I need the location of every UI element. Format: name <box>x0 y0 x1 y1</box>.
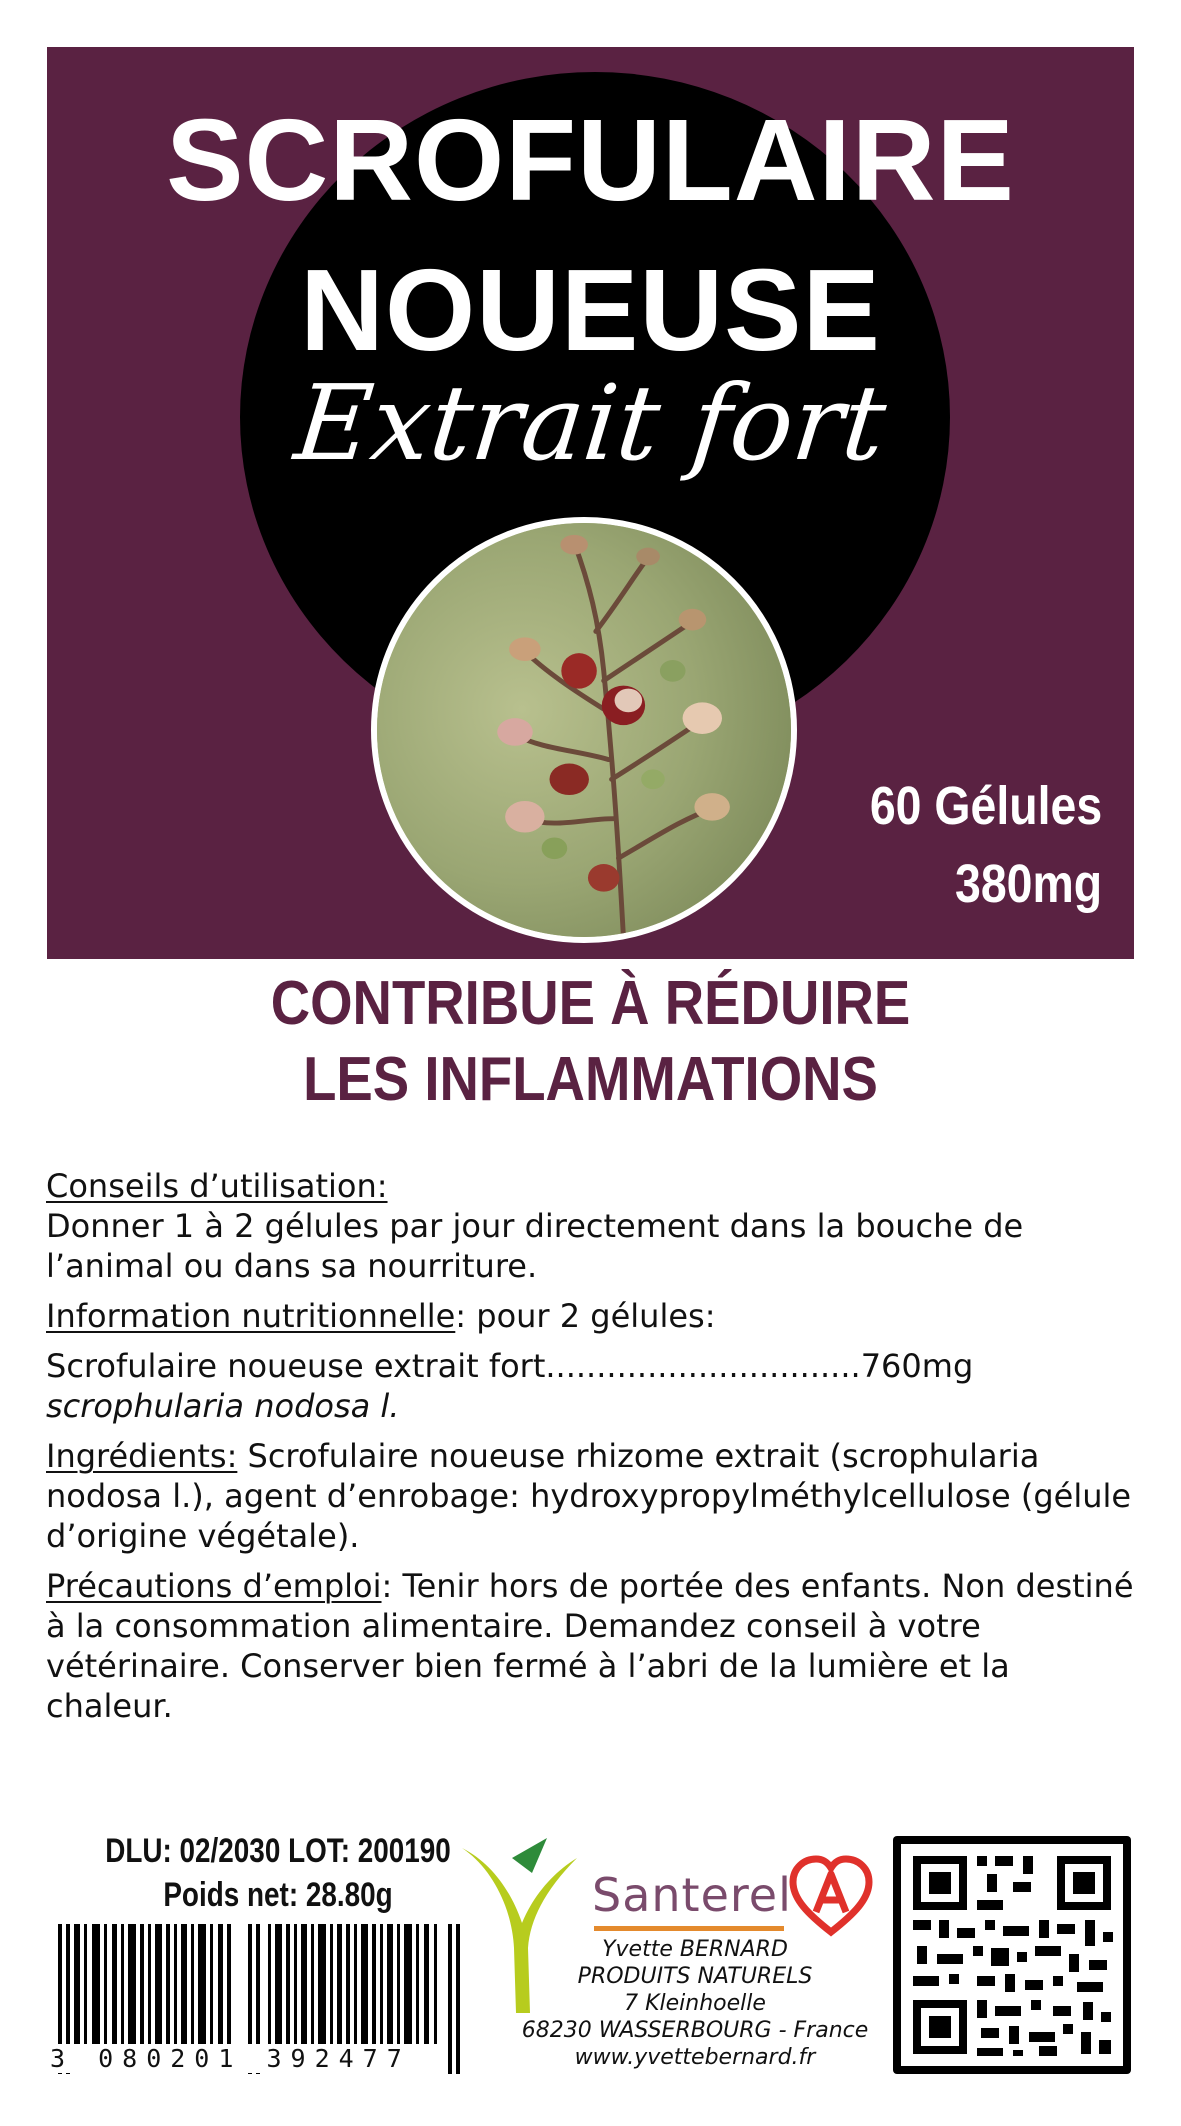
health-claim <box>71 966 1110 1118</box>
ingredients-text: Scrofulaire noueuse rhizome extrait (scrophularia nodosa l.), agent d’enrobage: hydroxypropylméthylcellulose (gélule d’origine végétale). <box>46 1437 1132 1555</box>
product-title-line2: NOUEUSE <box>300 245 881 375</box>
brand-name: Santerel <box>592 1868 792 1922</box>
product-banner <box>47 47 1134 959</box>
nutrition-suffix: : pour 2 gélules: <box>455 1297 716 1335</box>
capsule-dose: 380mg <box>954 854 1102 914</box>
plant-photo <box>371 517 797 943</box>
nutrition-item <box>46 1346 1146 1426</box>
ingredients-section <box>46 1436 1146 1556</box>
brand-underline <box>594 1926 784 1931</box>
qr-code <box>893 1836 1131 2074</box>
pack-info <box>870 767 1102 923</box>
product-details <box>46 1166 1146 1736</box>
claim-line1: CONTRIBUE À RÉDUIRE <box>270 969 911 1038</box>
company-line2: PRODUITS NATURELS <box>577 1964 813 1989</box>
company-line3: 7 Kleinhoelle <box>624 1991 766 2016</box>
barcode-digits: 3 080201 392477 <box>50 2044 411 2073</box>
company-address <box>490 1936 900 2071</box>
company-website: www.yvettebernard.fr <box>574 2045 816 2070</box>
precautions-heading: Précautions d’emploi <box>46 1567 382 1605</box>
dlu-lot: DLU: 02/2030 LOT: 200190 <box>105 1832 451 1870</box>
claim-line2: LES INFLAMMATIONS <box>303 1045 878 1114</box>
usage-text: Donner 1 à 2 gélules par jour directement dans la bouche de l’animal ou dans sa nourriture. <box>46 1207 1024 1285</box>
usage-heading: Conseils d’utilisation: <box>46 1167 388 1205</box>
latin-name: scrophularia nodosa l. <box>46 1387 400 1425</box>
product-subtitle: Extrait fort <box>289 362 892 484</box>
company-line4: 68230 WASSERBOURG - France <box>521 2018 869 2043</box>
precautions-text: : Tenir hors de portée des enfants. Non destiné à la consommation alimentaire. Demandez conseil à votre vétérinaire. Conserver bien fermé à l’abri de la lumière et la chaleur. <box>46 1567 1134 1725</box>
net-weight: Poids net: 28.80g <box>163 1876 393 1914</box>
company-line1: Yvette BERNARD <box>602 1937 788 1962</box>
nutrition-dots: ............................... <box>545 1347 861 1385</box>
precautions-section <box>46 1566 1146 1726</box>
ab-organic-icon <box>788 1854 874 1938</box>
nutrition-section <box>46 1296 1146 1336</box>
barcode-number <box>48 2044 468 2078</box>
nutrition-heading: Information nutritionnelle <box>46 1297 456 1335</box>
capsule-count: 60 Gélules <box>869 776 1102 836</box>
nutrition-item-name: Scrofulaire noueuse extrait fort <box>46 1347 546 1385</box>
nutrition-item-amount: 760mg <box>860 1347 974 1385</box>
ingredients-heading: Ingrédients: <box>46 1437 238 1475</box>
usage-section <box>46 1166 1146 1286</box>
product-title-line1: SCROFULAIRE <box>166 95 1015 225</box>
